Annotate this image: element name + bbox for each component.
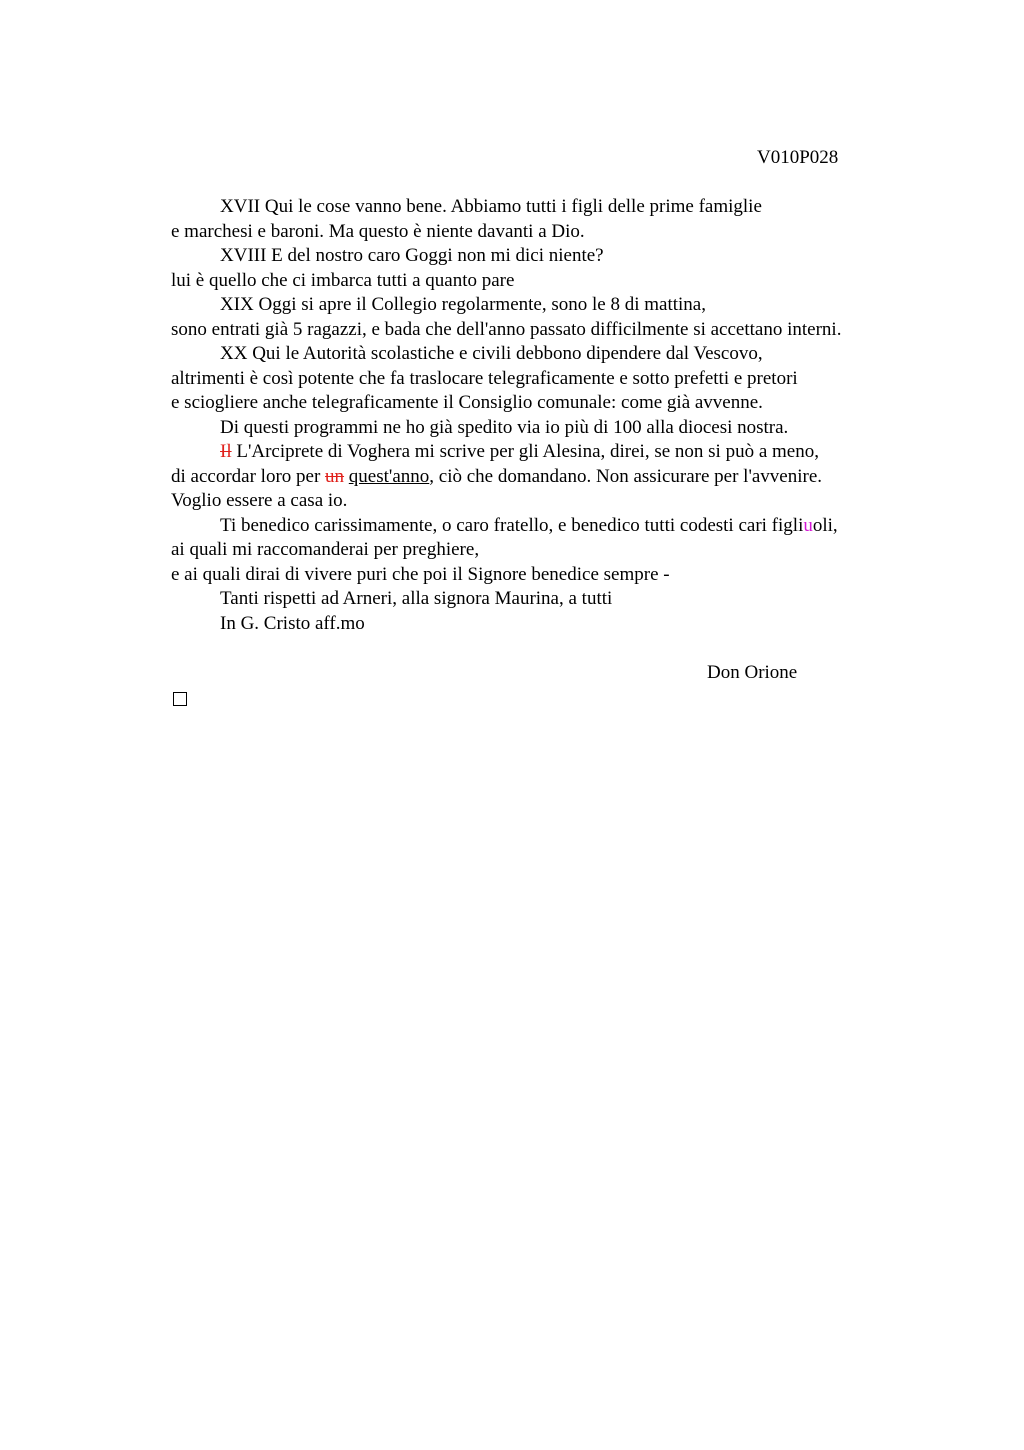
letter-line: Tanti rispetti ad Arneri, alla signora Maurina, a tutti xyxy=(220,588,613,609)
letter-line: ai quali mi raccomanderai per preghiere, xyxy=(171,539,480,560)
line-text: Ti benedico carissimamente, o caro fratello, e benedico tutti codesti cari figli xyxy=(220,514,804,536)
line-text: di accordar loro per xyxy=(171,465,326,487)
checkbox-icon[interactable] xyxy=(173,692,187,706)
letter-line xyxy=(171,440,931,465)
letter-line: e ai quali dirai di vivere puri che poi il Signore benedice sempre - xyxy=(171,563,670,585)
letter-line: Di questi programmi ne ho già spedito via io più di 100 alla diocesi nostra. xyxy=(220,416,789,438)
page-code: V010P028 xyxy=(757,147,839,168)
letter-line xyxy=(171,514,931,539)
deleted-text: Il xyxy=(220,441,232,462)
closing-line: In G. Cristo aff.mo xyxy=(220,612,365,634)
line-text: oli, xyxy=(812,514,838,536)
letter-line xyxy=(171,465,931,490)
inserted-letter: u xyxy=(803,514,813,536)
spacer xyxy=(171,636,931,661)
letter-body xyxy=(171,195,931,710)
letter-line: e marchesi e baroni. Ma questo è niente davanti a Dio. xyxy=(171,220,585,242)
letter-line: lui è quello che ci imbarca tutti a quanto pare xyxy=(171,269,515,291)
letter-line: Voglio essere a casa io. xyxy=(171,490,348,511)
inserted-text: quest'anno xyxy=(348,465,430,487)
line-text: L'Arciprete di Voghera mi scrive per gli Alesina, direi, se non si può a meno, xyxy=(231,441,819,462)
letter-line: sono entrati già 5 ragazzi, e bada che dell'anno passato difficilmente si accettano interni. xyxy=(171,318,842,340)
line-text: , ciò che domandano. Non assicurare per l'avvenire. xyxy=(429,465,823,487)
letter-line: XVIII E del nostro caro Goggi non mi dici niente? xyxy=(220,245,604,266)
signature: Don Orione xyxy=(707,661,798,683)
letter-line: e sciogliere anche telegraficamente il Consiglio comunale: come già avvenne. xyxy=(171,392,763,413)
deleted-text: un xyxy=(325,465,345,487)
checkbox-row xyxy=(171,685,931,710)
letter-line: XIX Oggi si apre il Collegio regolarmente, sono le 8 di mattina, xyxy=(220,294,706,315)
letter-line: XVII Qui le cose vanno bene. Abbiamo tutti i figli delle prime famiglie xyxy=(220,196,762,217)
letter-line: altrimenti è così potente che fa traslocare telegraficamente e sotto prefetti e pretori xyxy=(171,367,798,389)
letter-line: XX Qui le Autorità scolastiche e civili debbono dipendere dal Vescovo, xyxy=(220,343,763,364)
